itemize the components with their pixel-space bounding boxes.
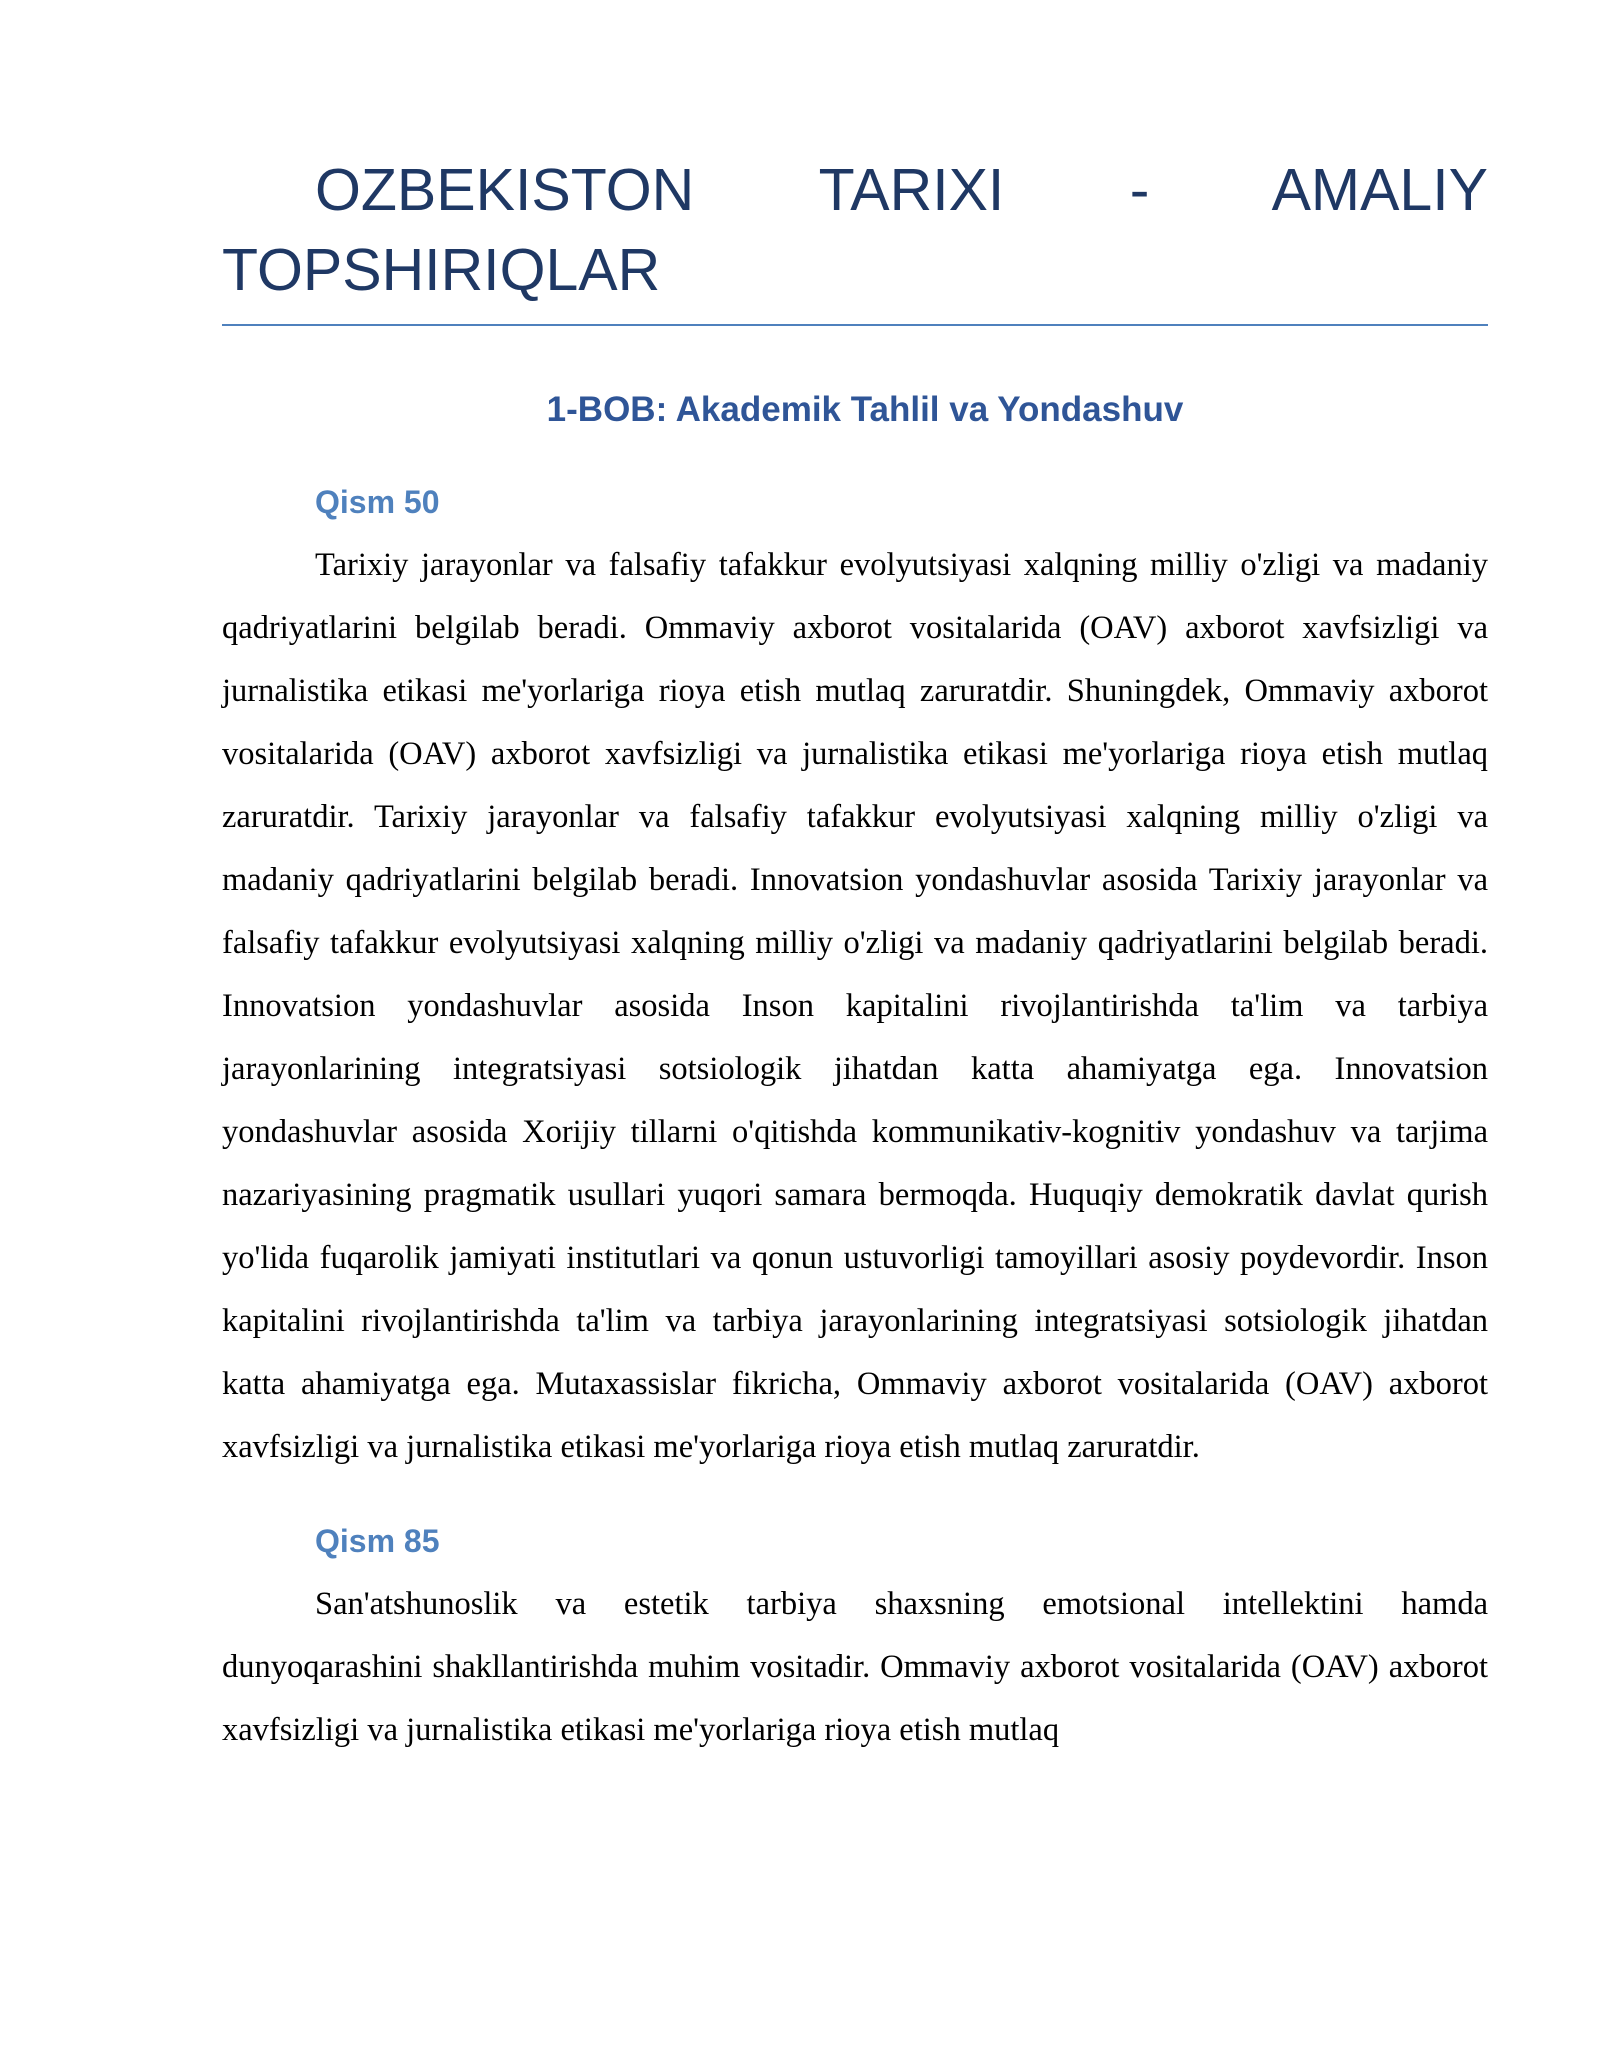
section-heading: Qism 85 <box>315 1523 440 1559</box>
section-paragraph: Tarixiy jarayonlar va falsafiy tafakkur evolyutsiyasi xalqning milliy o'zligi va madaniy qadriyatlarini belgilab beradi. Ommaviy axborot vositalarida (OAV) axborot xavfsizligi va jurnalistika etikasi me'yorlariga rioya etish mutlaq zaruratdir. Shuningdek, Ommaviy axborot vositalarida (OAV) axborot xavfsizligi va jurnalistika etikasi me'yorlariga rioya etish mutlaq zaruratdir. Tarixiy jarayonlar va falsafiy tafakkur evolyutsiyasi xalqning milliy o'zligi va madaniy qadriyatlarini belgilab beradi. Innovatsion yondashuvlar asosida Tarixiy jarayonlar va falsafiy tafakkur evolyutsiyasi xalqning milliy o'zligi va madaniy qadriyatlarini belgilab beradi. Innovatsion yondashuvlar asosida Inson kapitalini rivojlantirishda ta'lim va tarbiya jarayonlarining integratsiyasi sotsiologik jihatdan katta ahamiyatga ega. Innovatsion yondashuvlar asosida Xorijiy tillarni o'qitishda kommunikativ-kognitiv yondashuv va tarjima nazariyasining pragmatik usullari yuqori samara bermoqda. Huquqiy demokratik davlat qurish yo'lida fuqarolik jamiyati institutlari va qonun ustuvorligi tamoyillari asosiy poydevordir. Inson kapitalini rivojlantirishda ta'lim va tarbiya jarayonlarining integratsiyasi sotsiologik jihatdan katta ahamiyatga ega. Mutaxassislar fikricha, Ommaviy axborot vositalarida (OAV) axborot xavfsizligi va jurnalistika etikasi me'yorlariga rioya etish mutlaq zaruratdir. <box>222 547 1488 1465</box>
document-page <box>222 150 1488 1762</box>
document-title: OZBEKISTON TARIXI - AMALIY TOPSHIRIQLAR <box>222 150 1488 326</box>
chapter-title: 1-BOB: Akademik Tahlil va Yondashuv <box>546 390 1184 429</box>
section-heading: Qism 50 <box>315 484 440 520</box>
section-paragraph: San'atshunoslik va estetik tarbiya shaxsning emotsional intellektini hamda dunyoqarashini shakllantirishda muhim vositadir. Ommaviy axborot vositalarida (OAV) axborot xavfsizligi va jurnalistika etikasi me'yorlariga rioya etish mutlaq <box>222 1586 1488 1748</box>
